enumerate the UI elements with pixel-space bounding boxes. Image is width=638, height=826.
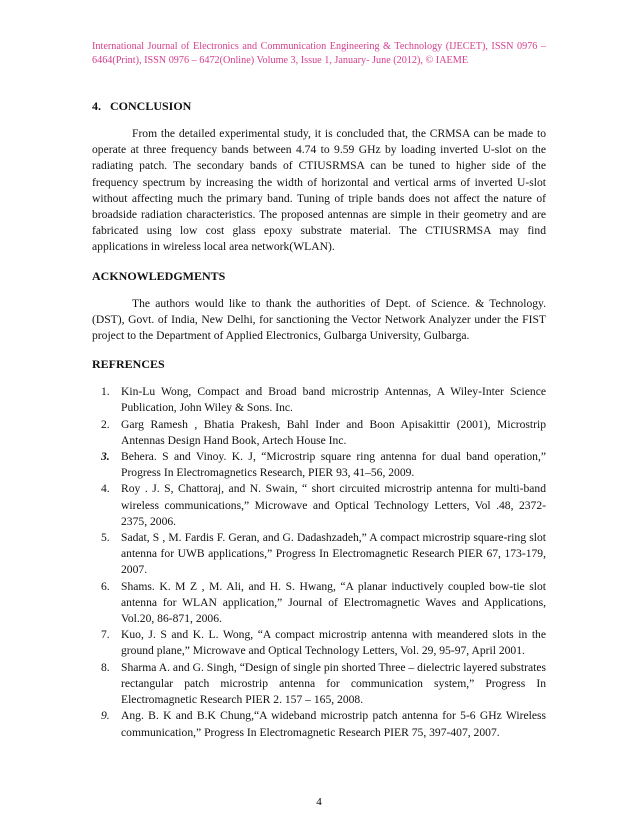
reference-item bbox=[92, 627, 546, 659]
reference-number: 2. bbox=[101, 417, 110, 431]
reference-text: Ang. B. K and B.K Chung,“A wideband microstrip patch antenna for 5-6 GHz Wireless communication,” Progress In Electromagnetic Research PIER 75, 397-407, 2007. bbox=[121, 709, 546, 739]
reference-number: 9. bbox=[101, 709, 110, 723]
reference-text: Kin-Lu Wong, Compact and Broad band microstrip Antennas, A Wiley-Inter Science Publication, John Wiley & Sons. Inc. bbox=[121, 385, 546, 415]
reference-text: Behera. S and Vinoy. K. J, “Microstrip square ring antenna for dual band operation,” Progress In Electromagnetics Research, PIER 93, 41–56, 2009. bbox=[121, 450, 546, 480]
references-list bbox=[92, 384, 546, 740]
reference-text: Kuo, J. S and K. L. Wong, “A compact microstrip antenna with meandered slots in the ground plane,” Microwave and Optical Technology Letters, Vol. 29, 95-97, April 2001. bbox=[121, 628, 546, 658]
reference-number: 3. bbox=[101, 450, 110, 464]
reference-item bbox=[92, 384, 546, 416]
references-heading: REFRENCES bbox=[92, 357, 165, 372]
reference-text: Sharma A. and G. Singh, “Design of single pin shorted Three – dielectric layered substrates rectangular patch microstrip antenna for communication system,” Progress In Electromagnetic Research PIER 2. 157 – 165, 2008. bbox=[121, 660, 546, 707]
page-number: 4 bbox=[316, 796, 322, 808]
reference-number: 5. bbox=[101, 531, 110, 545]
reference-number: 1. bbox=[101, 385, 110, 399]
reference-number: 4. bbox=[101, 482, 110, 496]
acknowledgments-paragraph: The authors would like to thank the authorities of Dept. of Science. & Technology. (DST), Govt. of India, New Delhi, for sanctioning the Vector Network Analyzer under the FIST project to the Department of Applied Electronics, Gulbarga University, Gulbarga. bbox=[92, 296, 546, 343]
reference-item bbox=[92, 449, 546, 481]
conclusion-heading: 4. CONCLUSION bbox=[92, 99, 192, 113]
reference-text: Garg Ramesh , Bhatia Prakesh, Bahl Inder and Boon Apisakittir (2001), Microstrip Antennas Design Hand Book, Artech House Inc. bbox=[121, 417, 546, 447]
reference-item bbox=[92, 530, 546, 579]
reference-item bbox=[92, 660, 546, 709]
conclusion-paragraph: From the detailed experimental study, it is concluded that, the CRMSA can be made to operate at three frequency bands between 4.74 to 9.59 GHz by loading inverted U-slot on the radiating patch. The secondary bands of CTIUSRMSA can be tuned to higher side of the frequency spectrum by increasing the width of horizontal and vertical arms of inverted U-slot without affecting much the primary band. Tuning of triple bands does not affect the nature of broadside radiation characteristics. The proposed antennas are simple in their geometry and are fabricated using low cost glass epoxy substrate material. The CTIUSRMSA may find applications in wireless local area network(WLAN). bbox=[92, 127, 546, 254]
reference-item bbox=[92, 417, 546, 449]
reference-item bbox=[92, 481, 546, 530]
reference-text: Roy . J. S, Chattoraj, and N. Swain, “ short circuited microstrip antenna for multi-band wireless communications,” Microwave and Optical Technology Letters, Vol .48, 2372-2375, 2006. bbox=[121, 482, 546, 528]
journal-header: International Journal of Electronics and Communication Engineering & Technology (IJECET), ISSN 0976 – 6464(Print), ISSN 0976 – 6472(Online) Volume 3, Issue 1, January- June (2012), © IAEME bbox=[92, 41, 546, 66]
reference-number: 6. bbox=[101, 579, 110, 593]
reference-item bbox=[92, 708, 546, 740]
reference-item bbox=[92, 579, 546, 628]
acknowledgments-heading: ACKNOWLEDGMENTS bbox=[92, 268, 226, 283]
conclusion-section bbox=[92, 98, 546, 256]
reference-text: Sadat, S , M. Fardis F. Geran, and G. Dadashzadeh,” A compact microstrip square-ring slot antenna for UWB applications,” Progress In Electromagnetic Research PIER 67, 173-179, 2007. bbox=[121, 531, 546, 577]
reference-number: 7. bbox=[101, 628, 110, 642]
reference-text: Shams. K. M Z , M. Ali, and H. S. Hwang, “A planar inductively coupled bow-tie slot antenna for WLAN application,” Journal of Electromagnetic Waves and Applications, Vol.20, 86-871, 2006. bbox=[121, 579, 546, 626]
acknowledgments-section bbox=[92, 268, 546, 345]
references-section bbox=[92, 356, 546, 740]
reference-number: 8. bbox=[101, 660, 110, 674]
